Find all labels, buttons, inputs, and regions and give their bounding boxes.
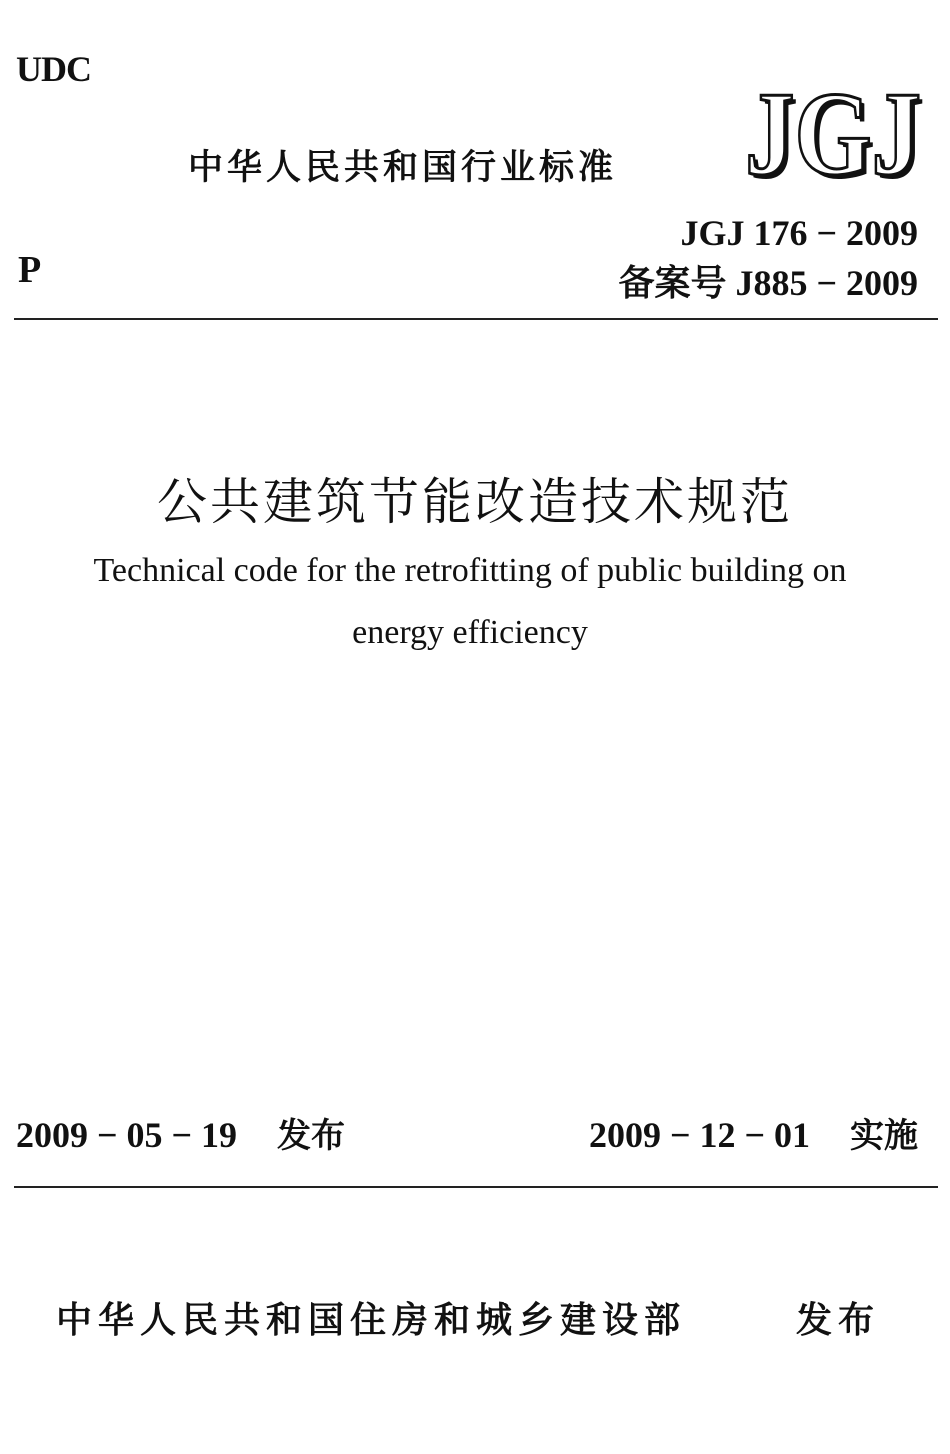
issue-date-block	[16, 1108, 345, 1157]
industry-standard-heading: 中华人民共和国行业标准	[188, 148, 618, 188]
udc-label: UDC	[16, 49, 91, 89]
jgj-logo-shadow: JGJ	[749, 84, 925, 188]
title-chinese: 公共建筑节能改造技术规范	[157, 473, 793, 531]
bottom-divider	[14, 1186, 938, 1188]
effective-label: 实施	[850, 1116, 918, 1156]
top-divider	[14, 318, 938, 320]
jgj-logo	[736, 84, 926, 188]
record-number: 备案号 J885 − 2009	[618, 263, 918, 303]
title-english-line1: Technical code for the retrofitting of public building on	[93, 552, 847, 589]
title-english-line2: energy efficiency	[352, 614, 588, 651]
issue-label: 发布	[277, 1116, 346, 1156]
standard-code: JGJ 176 − 2009	[680, 213, 918, 253]
publisher-action: 发布	[796, 1300, 881, 1341]
issue-date: 2009 − 05 − 19	[16, 1115, 238, 1155]
classification-letter: P	[18, 249, 42, 291]
effective-date-block	[589, 1108, 918, 1157]
publisher-name: 中华人民共和国住房和城乡建设部	[56, 1300, 687, 1341]
jgj-logo-face: JGJ	[745, 84, 921, 188]
effective-date: 2009 − 12 − 01	[588, 1115, 810, 1155]
